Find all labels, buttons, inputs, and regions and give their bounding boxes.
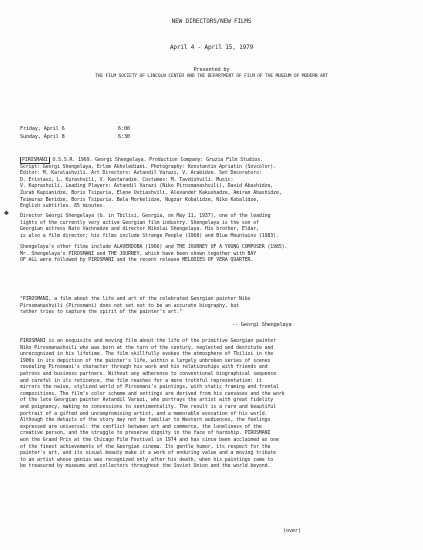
director-quote (20, 296, 410, 316)
review-line-19: to an artist whose genius was recognized only after his death, when his paintings came to (20, 456, 274, 463)
credit-line-4: D. Eristavi, L. Kurashvili, V. Kavtaradze. Costumes: M. Tavdishvili. Music: (20, 176, 234, 183)
other-films-line-1: Shengelaya's other films include ALAVERDOBA (1966) and THE JOURNEY OF A YOUNG COMPOSER (1985). (20, 244, 288, 250)
screening-day-1: Friday, April 6 (20, 126, 65, 132)
review-line-8: mirrors the naive, stylized world of Pirosmani's paintings, with static framing and frontal (20, 384, 279, 391)
film-title-tag: PIROSMANI (22, 157, 48, 163)
series-title: NEW DIRECTORS/NEW FILMS (171, 18, 252, 25)
review-line-3: unrecognized in his lifetime. The film skillfully evokes the atmosphere of Tbilisi in the (20, 351, 274, 358)
review-line-14: expressed are universal: the conflict between art and commerce, the loneliness of the (20, 423, 262, 430)
review-line-9: compositions. The film's color scheme and settings are derived from his canvases and the work (20, 390, 285, 397)
review-line-18: painter's art, and its visual beauty make it a work of enduring value and a moving tribute (20, 450, 276, 457)
continued-marker: (over) (283, 528, 301, 534)
film-review (20, 338, 410, 470)
credit-line-7: Teimuraz Beridze, Boris Tsipuria. Bela Morkelidze, Nugzar Kobalidze, Niko Kobalidze, (20, 196, 259, 203)
credit-line-3: Editor: M. Karalashvili. Art Directors: Avtandil Varazi, V. Arabidze. Set Decorators: (20, 170, 262, 177)
other-films-line-2: Mr. Shengelaya's PIROSMANI and THE JOURNEY, which have been shown together with BAY (20, 250, 257, 257)
festival-dates: April 4 - April 15, 1979 (169, 44, 254, 51)
review-line-13: Although the details of the story may not be familiar to Western audiences, the feelings (20, 417, 271, 424)
bio-line-3: Georgian actress Nato Vachnadze and director Nikolai Shengelaya. His brother, Eldar, (20, 226, 259, 233)
credit-line-8: English subtitles. 85 minutes. (20, 203, 106, 210)
screening-day-2: Sunday, April 8 (20, 134, 65, 140)
review-line-5: revealing Pirosmani's character through his work and his relationships with friends and (20, 364, 268, 371)
presented-by-line: Presented by (193, 67, 230, 73)
review-line-12: portrait of a gifted and uncompromising artist, and a memorable evocation of his world. (20, 410, 268, 417)
presenters-line: THE FILM SOCIETY OF LINCOLN CENTER AND THE DEPARTMENT OF FILM OF THE MUSEUM OF MODERN ART (95, 74, 328, 79)
review-line-2: Niko Pirosmanashvili who was born at the turn of the century, neglected and destitute and (20, 344, 274, 351)
review-line-1: PIROSMANI is an exquisite and moving film about the life of the primitive Georgian painter (20, 338, 276, 344)
review-line-15: creative person, and the struggle to preserve dignity in the face of hardship. PIROSMANI (20, 430, 271, 437)
review-line-6: patrons and business partners. Without any adherence to conventional biographical sequence (20, 370, 276, 377)
credit-line-2: Script: Georgi Shengelaya, Erlom Akhvlediani. Photography: Konstantin Apriatin (Sovcolor). (20, 163, 276, 170)
screening-time-1: 6:00 (118, 126, 130, 132)
director-bio (20, 213, 410, 239)
review-line-16: won the Grand Prix at the Chicago Film Festival in 1974 and has since been acclaimed as one (20, 436, 279, 443)
bio-line-2: lights of the currently very active Georgian film industry. Shengelaya is the son of (20, 219, 259, 226)
review-line-7: and careful in its reticence, the film reaches for a more truthful representation: it (20, 377, 262, 384)
review-line-11: and poignancy, making no concessions to sentimentality. The result is a rare and beautiful (20, 403, 276, 410)
screening-time-2: 6:30 (118, 134, 130, 140)
bio-line-1: Director Georgi Shengelaya (b. in Tbilisi, Georgia, on May 11, 1937), one of the leading (20, 213, 271, 219)
credit-line-5: V. Kuprashvili. Leading Players: Avtandil Varazi (Niko Pirosmanashvili), David Abashidze, (20, 183, 274, 190)
credit-line-1: PIROSMANI U.S.S.R. 1969. Georgi Shengelaya. Production Company: Gruzia Film Studios. (22, 157, 263, 163)
review-line-20: be treasured by museums and collectors throughout the Soviet Union and the world beyond. (20, 463, 271, 470)
credit-line-6: Zurab Kapianidze, Boris Tsipuria, Elene Ustiashvili, Alexander Kakushadze, Amiran Abashidze, (20, 189, 282, 196)
quote-attribution: -- Georgi Shengelaya (232, 322, 292, 328)
review-line-4: 1900s in its depiction of the painter's life, within a largely unbroken series of scenes (20, 357, 271, 364)
quote-line-3: rather tries to capture the spirit of the painter's art." (20, 309, 183, 316)
film-credits (20, 157, 410, 210)
review-line-17: of the finest achievements of the Georgian cinema. Its gentle humor, its respect for the (20, 443, 271, 450)
bio-line-4: is also a film director; his films include Strange People (1968) and Blue Mountains (1983). (20, 232, 279, 239)
other-films-line-3: OF ALL were followed by PIROSMANI and the recent release MELODIES OF VERA QUARTER. (20, 257, 254, 264)
quote-line-1: "PIROSMANI, a film about the life and art of the celebrated Georgian painter Niko (20, 296, 251, 302)
review-line-10: of the late Georgian painter Avtandil Varazi, who portrays the artist with great fidelity (20, 397, 274, 404)
other-films (20, 244, 410, 264)
margin-mark: ◆ (4, 208, 9, 217)
quote-line-2: Pirosmanashvili (Pirosmani) does not set out to be an accurate biography, but (20, 302, 240, 309)
